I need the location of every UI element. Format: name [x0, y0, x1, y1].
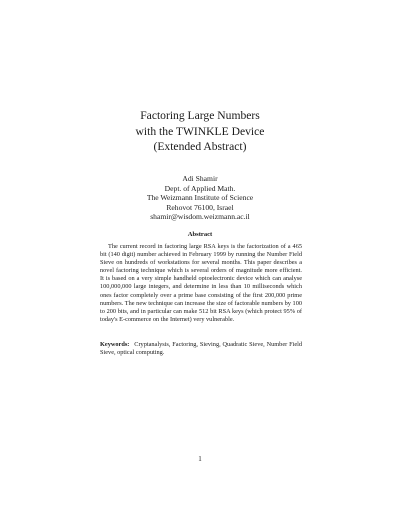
author-block: [80, 174, 320, 222]
abstract-heading: Abstract: [187, 231, 213, 238]
keywords-label: Keywords:: [100, 341, 130, 348]
keywords: [100, 341, 302, 357]
author-name: Adi Shamir: [182, 174, 218, 183]
page-number: 1: [198, 455, 202, 463]
paper-title: [60, 108, 340, 155]
author-address: Rehovot 76100, Israel: [166, 202, 234, 212]
keywords-text: Cryptanalysis, Factoring, Sieving, Quadratic Sieve, Number Field Sieve, optical computing.: [100, 341, 303, 357]
author-department: Dept. of Applied Math.: [164, 183, 236, 193]
author-email: shamir@wisdom.weizmann.ac.il: [150, 212, 250, 222]
author-institution: The Weizmann Institute of Science: [146, 193, 254, 203]
title-line: (Extended Abstract): [153, 140, 247, 153]
title-line: with the TWINKLE Device: [135, 124, 265, 138]
abstract-text: The current record in factoring large RSA keys is the factorization of a 465 bit (140 digit) number achieved in February 1999 by running the Number Field Sieve on hundreds of workstations for several months. This paper describes a novel factoring technique which is several orders of magnitude more efficient. It is based on a very simple handheld optoelectronic device which can analyse 100,000,000 large integers, and determine in less than 10 milliseconds which ones factor completely over a prime base consisting of the first 200,000 prime numbers. The new technique can increase the size of factorable numbers by 100 to 200 bits, and in particular can make 512 bit RSA keys (which protect 95% of today's E-commerce on the Internet) very vulnerable.: [100, 243, 302, 323]
title-line: Factoring Large Numbers: [140, 109, 260, 122]
